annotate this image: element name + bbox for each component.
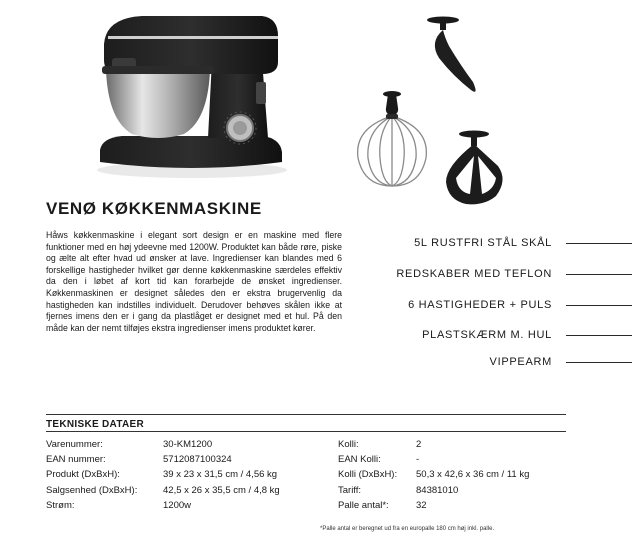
stand-mixer-image [92, 10, 292, 180]
spec-value: 5712087100324 [163, 454, 232, 465]
feature-label: 6 HASTIGHEDER + PULS [408, 299, 552, 311]
spec-label: Produkt (DxBxH): [46, 469, 120, 480]
pallet-footnote: *Palle antal er beregnet ud fra en europalle 180 cm høj inkl. palle. [320, 526, 495, 532]
spec-top-divider [46, 414, 566, 415]
spec-value: - [416, 454, 420, 465]
spec-label: Strøm: [46, 500, 75, 511]
spec-value: 32 [416, 500, 427, 511]
spec-label: Palle antal*: [338, 500, 389, 511]
feature-leader-line [566, 274, 632, 275]
balloon-whisk-image [352, 88, 432, 190]
feature-label: REDSKABER MED TEFLON [396, 268, 552, 280]
spec-label: Salgsenhed (DxBxH): [46, 485, 138, 496]
spec-label: Kolli: [338, 439, 359, 450]
product-description: Håws køkkenmaskine i elegant sort design er en maskine med flere funktioner med en høj ydeevne med 1200W. Produktet kan både røre, piske og ælte alt efter hvad ud ønsker at lave. Ingredienser kan blandes med 6 forskellige hastigheder hvilket gør denne køkkenmaskine særdeles effektiv da den i løbet af kort tid kan forarbejde de ønsket ingredienser. Køkkenmaskinen er designet således den er ekstra brugervenlig da hastigheden kan indstilles individuelt. Derudover behøves skålen ikke at fjernes imens den er i gang da plastlåget er designet med et hul. På den måde kan der nemt tilføjes ekstra ingredienser imens produktet kører. [46, 230, 342, 333]
feature-label: VIPPEARM [489, 356, 552, 368]
spec-value: 2 [416, 439, 422, 450]
spec-label: EAN Kolli: [338, 454, 381, 465]
spec-label: Tariff: [338, 485, 362, 496]
feature-label: 5L RUSTFRI STÅL SKÅL [414, 237, 552, 249]
feature-leader-line [566, 335, 632, 336]
spec-value: 42,5 x 26 x 35,5 cm / 4,8 kg [163, 485, 280, 496]
feature-label: PLASTSKÆRM M. HUL [422, 329, 552, 341]
spec-label: Varenummer: [46, 439, 103, 450]
spec-title-divider [46, 431, 566, 432]
product-title: VENØ KØKKENMASKINE [46, 199, 262, 218]
spec-section-title: TEKNISKE DATAER [46, 419, 145, 430]
spec-value: 1200w [163, 500, 191, 511]
flat-beater-image [438, 126, 513, 210]
spec-value: 39 x 23 x 31,5 cm / 4,56 kg [163, 469, 278, 480]
spec-value: 30-KM1200 [163, 439, 213, 450]
feature-leader-line [566, 362, 632, 363]
spec-label: EAN nummer: [46, 454, 106, 465]
spec-label: Kolli (DxBxH): [338, 469, 398, 480]
feature-leader-line [566, 305, 632, 306]
spec-value: 50,3 x 42,6 x 36 cm / 11 kg [416, 469, 530, 480]
feature-leader-line [566, 243, 632, 244]
spec-value: 84381010 [416, 485, 459, 496]
